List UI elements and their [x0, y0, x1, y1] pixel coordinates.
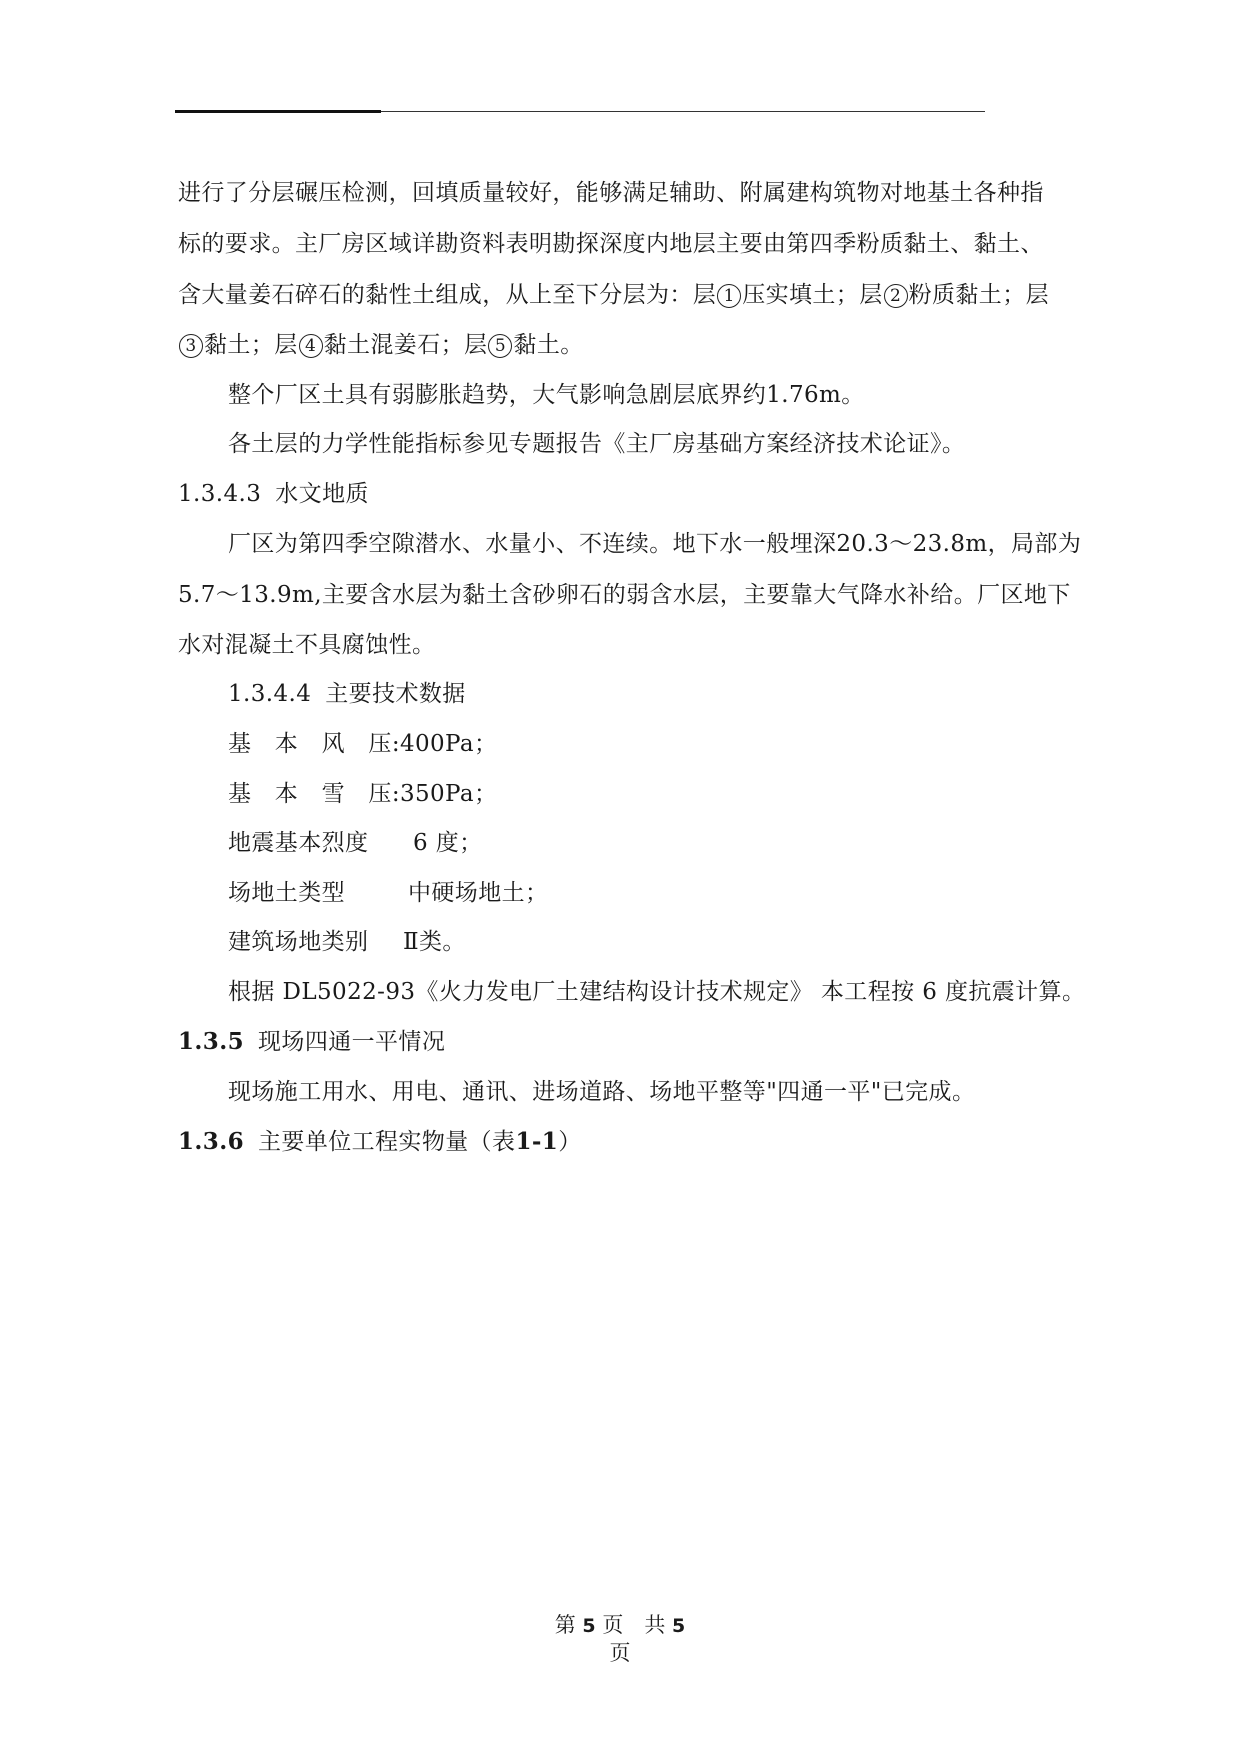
tech-value: :400Pa；: [391, 731, 498, 757]
footer-total-pages: 5: [672, 1615, 686, 1637]
paragraph-line: [178, 330, 1098, 360]
tech-row-seismic: [228, 828, 1148, 858]
tech-key: 地震基本烈度: [228, 830, 369, 856]
section-title: 水文地质: [275, 481, 369, 507]
tech-value: :350Pa；: [391, 781, 498, 807]
tech-key: 基 本 雪 压: [228, 781, 392, 807]
circled-number: 4: [299, 334, 323, 358]
paragraph-text: 压实填土；层: [742, 282, 883, 308]
paragraph-swelling: 整个厂区土具有弱膨胀趋势，大气影响急剧层底界约1.76m。: [228, 382, 865, 408]
section-heading-136: [178, 1127, 1098, 1157]
tech-value: 中硬场地土；: [408, 880, 549, 906]
section-heading-135: [178, 1027, 1098, 1057]
tech-key: 场地土类型: [228, 880, 345, 906]
paragraph-text: 黏土；层: [204, 332, 298, 358]
tech-key: 基 本 风 压: [228, 731, 392, 757]
footer-mid: 页 共: [602, 1613, 666, 1637]
section-title: 主要技术数据: [325, 681, 466, 707]
tech-key: 建筑场地类别: [228, 929, 369, 955]
tech-value: Ⅱ类。: [403, 929, 466, 955]
paragraph-four-one: 现场施工用水、用电、通讯、进场道路、场地平整等"四通一平"已完成。: [228, 1079, 976, 1105]
footer-page-number: 5: [582, 1615, 596, 1637]
section-number: 1.3.4.4: [228, 681, 312, 707]
paragraph-line: 水对混凝土不具腐蚀性。: [178, 632, 436, 658]
section-heading-1343: [178, 479, 1098, 509]
tech-row-soil: [228, 878, 1148, 908]
circled-number: 1: [717, 284, 741, 308]
paragraph-line: 标的要求。主厂房区域详勘资料表明勘探深度内地层主要由第四季粉质黏土、黏土、: [178, 231, 1044, 257]
circled-number: 2: [884, 284, 908, 308]
tech-row-snow: [228, 779, 1148, 809]
section-title: 现场四通一平情况: [258, 1029, 446, 1055]
section-number: 1.3.6: [178, 1128, 245, 1155]
paragraph-code: 根据 DL5022-93《火力发电厂土建结构设计技术规定》 本工程按 6 度抗震计算。: [228, 979, 1086, 1005]
tech-row-site: [228, 927, 1148, 957]
page-footer: [0, 1609, 1240, 1639]
section-number: 1.3.5: [178, 1028, 245, 1055]
page-footer-suffix: 页: [609, 1641, 631, 1665]
paragraph-text: 粉质黏土；层: [908, 282, 1050, 308]
paragraph-text: 含大量姜石碎石的黏性土组成，从上至下分层为：层: [178, 282, 717, 308]
paragraph-line: 进行了分层碾压检测，回填质量较好，能够满足辅助、附属建构筑物对地基土各种指: [178, 180, 1044, 206]
paragraph-text: 黏土。: [513, 332, 584, 358]
paragraph-line: [178, 280, 1098, 310]
circled-number: 5: [488, 334, 512, 358]
circled-number: 3: [179, 334, 203, 358]
footer-prefix: 第: [554, 1613, 576, 1637]
header-rule-accent: [175, 110, 381, 113]
tech-value: 6 度；: [413, 830, 483, 856]
section-heading-1344: [228, 679, 1148, 709]
section-number: 1.3.4.3: [178, 481, 262, 507]
paragraph-line: 厂区为第四季空隙潜水、水量小、不连续。地下水一般埋深20.3～23.8m，局部为: [228, 531, 1082, 557]
section-title: 主要单位工程实物量（表: [258, 1129, 516, 1155]
paragraph-line: 5.7～13.9m,主要含水层为黏土含砂卵石的弱含水层，主要靠大气降水补给。厂区地下: [178, 582, 1071, 608]
paragraph-text: 黏土混姜石；层: [323, 332, 488, 358]
table-ref: 1-1: [515, 1128, 559, 1155]
tech-row-wind: [228, 729, 1148, 759]
section-title-end: ）: [558, 1129, 582, 1155]
paragraph-mechanics: 各土层的力学性能指标参见专题报告《主厂房基础方案经济技术论证》。: [228, 431, 966, 457]
